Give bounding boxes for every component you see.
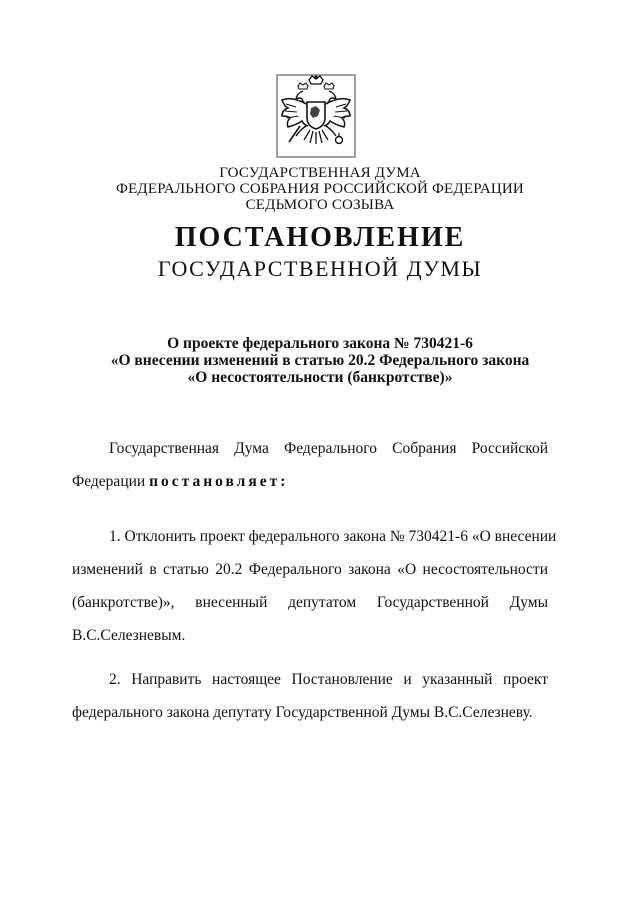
item-2-line-1: 2. Направить настоящее Постановление и указанный проект — [109, 671, 548, 688]
item-2-line-2: федерального закона депутату Государственной Думы В.С.Селезневу. — [72, 704, 533, 721]
double-headed-eagle-icon — [276, 74, 356, 158]
subject-line-1: О проекте федерального закона № 730421-6 — [167, 335, 473, 352]
item-1-line-2: изменений в статью 20.2 Федерального закона «О несостоятельности — [72, 561, 548, 578]
preamble-paragraph — [72, 432, 548, 498]
item-2-paragraph — [72, 663, 548, 729]
preamble-verb: постановляет: — [149, 473, 289, 490]
header-line-3: СЕДЬМОГО СОЗЫВА — [245, 197, 395, 213]
item-1-line-3: (банкротстве)», внесенный депутатом Государственной Думы — [72, 594, 548, 611]
preamble-prefix: Федерации — [72, 473, 146, 490]
preamble-line-2 — [72, 465, 548, 498]
subject-line-3: «О несостоятельности (банкротстве)» — [187, 369, 453, 386]
preamble-line-1: Государственная Дума Федерального Собрания Российской — [109, 440, 548, 457]
subject-line-2: «О внесении изменений в статью 20.2 Федерального закона — [110, 352, 530, 369]
item-1-line-4: В.С.Селезневым. — [72, 627, 186, 644]
document-title: ПОСТАНОВЛЕНИЕ — [174, 222, 466, 253]
header-line-1: ГОСУДАРСТВЕННАЯ ДУМА — [219, 165, 421, 181]
header-line-2: ФЕДЕРАЛЬНОГО СОБРАНИЯ РОССИЙСКОЙ ФЕДЕРАЦИИ — [116, 181, 524, 197]
item-1-paragraph — [72, 520, 557, 652]
document-subtitle: ГОСУДАРСТВЕННОЙ ДУМЫ — [157, 256, 483, 281]
item-1-line-1: 1. Отклонить проект федерального закона № 730421-6 «О внесении — [109, 528, 557, 545]
